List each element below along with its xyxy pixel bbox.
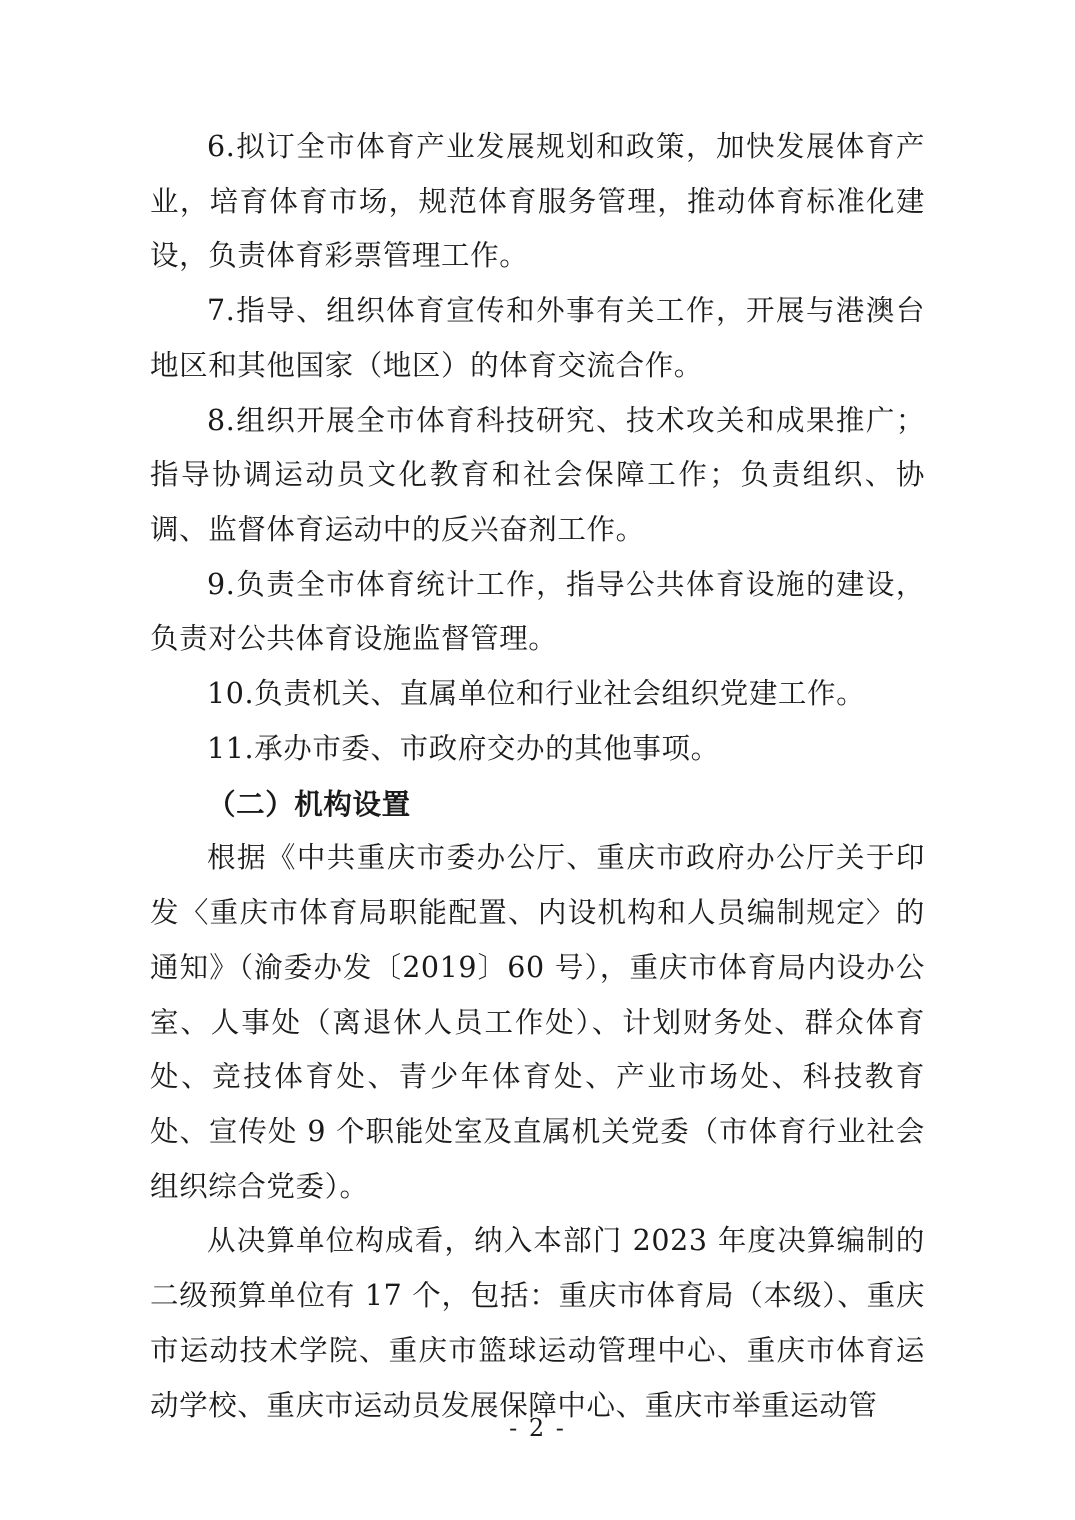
- section-heading-organization: （二）机构设置: [207, 786, 411, 821]
- paragraph-item-6: 6.拟订全市体育产业发展规划和政策，加快发展体育产业，培育体育市场，规范体育服务管理，推动体育标准化建设，负责体育彩票管理工作。: [150, 130, 925, 273]
- document-body: [150, 120, 925, 1433]
- paragraph-item-8: 8.组织开展全市体育科技研究、技术攻关和成果推广；指导协调运动员文化教育和社会保障工作；负责组织、协调、监督体育运动中的反兴奋剂工作。: [150, 403, 925, 547]
- page-number: - 2 -: [509, 1414, 566, 1442]
- paragraph-item-7: 7.指导、组织体育宣传和外事有关工作，开展与港澳台地区和其他国家（地区）的体育交流合作。: [150, 294, 925, 382]
- paragraph-item-9: 9.负责全市体育统计工作，指导公共体育设施的建设，负责对公共体育设施监督管理。: [150, 567, 925, 656]
- paragraph-item-10: 10.负责机关、直属单位和行业社会组织党建工作。: [207, 677, 866, 711]
- paragraph-organization-structure: 根据《中共重庆市委办公厅、重庆市政府办公厅关于印发〈重庆市体育局职能配置、内设机构和人员编制规定〉的通知》（渝委办发〔2019〕60 号），重庆市体育局内设办公室、人事处（离退休人员工作处）、计划财务处、群众体育处、竞技体育处、青少年体育处、产业市场处、科技教育处、宣传处 9 个职能处室及直属机关党委（市体育行业社会组织综合党委）。: [150, 841, 925, 1203]
- paragraph-item-11: 11.承办市委、市政府交办的其他事项。: [207, 731, 720, 765]
- paragraph-budget-units: 从决算单位构成看，纳入本部门 2023 年度决算编制的二级预算单位有 17 个，包括：重庆市体育局（本级）、重庆市运动技术学院、重庆市篮球运动管理中心、重庆市体育运动学校、重庆市运动员发展保障中心、重庆市举重运动管: [150, 1224, 925, 1422]
